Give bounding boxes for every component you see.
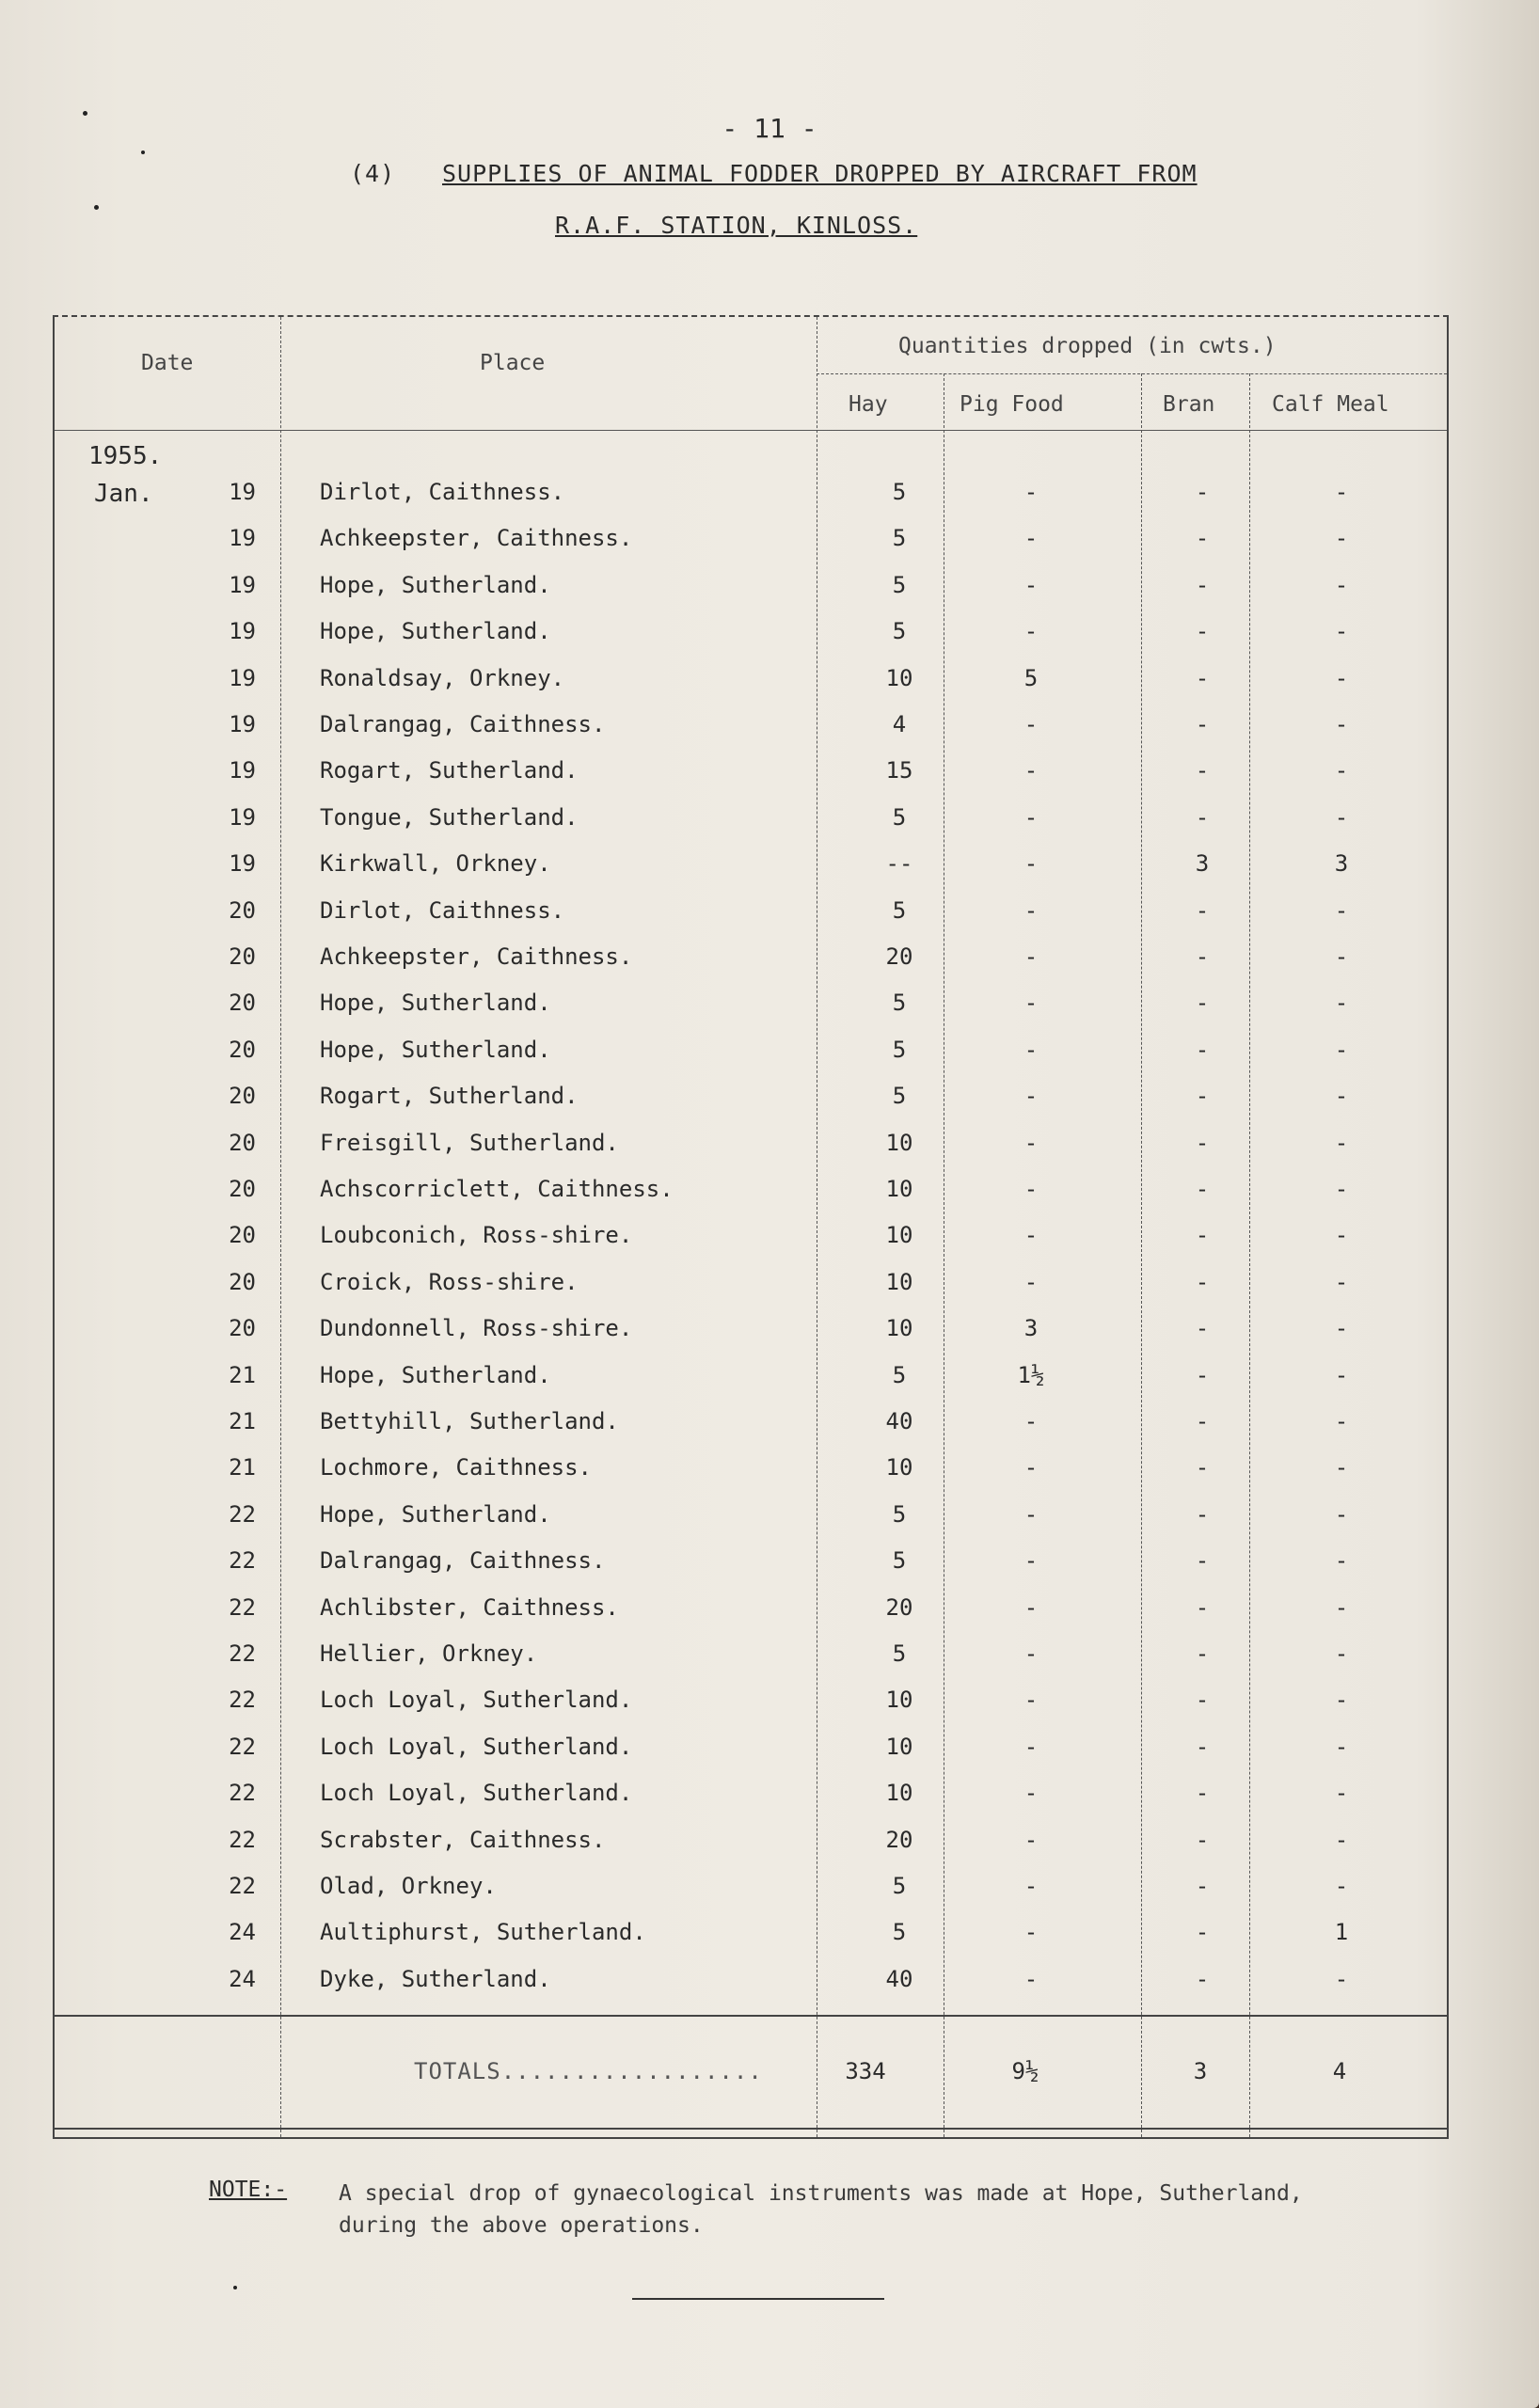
header-place: Place [480, 351, 546, 375]
row-bran: - [1195, 1176, 1210, 1202]
row-day: 19 [229, 618, 256, 645]
row-place: Kirkwall, Orkney. [320, 850, 551, 878]
row-hay: 4 [892, 711, 907, 737]
table-row [53, 519, 1445, 565]
row-day: 24 [229, 1919, 256, 1946]
table-row [53, 1681, 1445, 1727]
page-number: - 11 - [722, 113, 817, 144]
row-hay: 5 [892, 990, 907, 1017]
row-day: 19 [229, 479, 256, 505]
row-place: Loubconich, Ross-shire. [320, 1222, 633, 1249]
row-calf-meal: - [1334, 1454, 1349, 1481]
row-day: 21 [229, 1408, 256, 1434]
header-divider [817, 373, 1447, 374]
row-bran: - [1195, 1919, 1210, 1946]
row-calf-meal: - [1334, 1687, 1349, 1714]
row-place: Hope, Sutherland. [320, 571, 551, 598]
row-place: Rogart, Sutherland. [320, 757, 579, 784]
row-place: Loch Loyal, Sutherland. [320, 1733, 633, 1760]
totals-top-rule [53, 2015, 1449, 2017]
row-calf-meal: - [1334, 479, 1349, 505]
row-bran: - [1195, 479, 1210, 505]
table-row [53, 1821, 1445, 1867]
table-bottom-rule [53, 2128, 1449, 2130]
row-hay: 10 [885, 1176, 913, 1202]
row-bran: - [1195, 525, 1210, 552]
row-bran: - [1195, 1454, 1210, 1481]
row-calf-meal: - [1334, 1780, 1349, 1807]
row-day: 20 [229, 1176, 256, 1202]
row-place: Lochmore, Caithness. [320, 1454, 592, 1481]
row-calf-meal: - [1334, 525, 1349, 552]
row-calf-meal: - [1334, 618, 1349, 645]
row-calf-meal: - [1334, 664, 1349, 691]
row-bran: - [1195, 1687, 1210, 1714]
row-pig-food: - [1023, 479, 1039, 505]
row-hay: 5 [892, 1036, 907, 1063]
table-row [53, 938, 1445, 984]
row-place: Croick, Ross-shire. [320, 1268, 579, 1295]
row-pig-food: - [1023, 896, 1039, 924]
row-calf-meal: - [1334, 1500, 1349, 1528]
table-row [53, 752, 1445, 798]
row-day: 20 [229, 896, 256, 924]
row-place: Achscorriclett, Caithness. [320, 1176, 674, 1202]
header-hay: Hay [849, 392, 888, 417]
row-calf-meal: - [1334, 1826, 1349, 1853]
row-bran: - [1195, 1547, 1210, 1575]
row-day: 20 [229, 1315, 256, 1342]
row-day: 22 [229, 1640, 256, 1667]
header-pig-food: Pig Food [960, 392, 1064, 417]
row-hay: 10 [885, 1454, 913, 1481]
row-bran: - [1195, 1640, 1210, 1667]
total-hay: 334 [845, 2058, 886, 2084]
row-bran: - [1195, 571, 1210, 598]
row-day: 22 [229, 1733, 256, 1760]
row-place: Dundonnell, Ross-shire. [320, 1315, 633, 1342]
table-row [53, 1356, 1445, 1402]
row-day: 19 [229, 711, 256, 737]
row-pig-food: - [1023, 1129, 1039, 1156]
row-calf-meal: - [1334, 803, 1349, 831]
row-hay: 20 [885, 1593, 913, 1621]
row-calf-meal: - [1334, 1593, 1349, 1621]
row-place: Dalrangag, Caithness. [320, 711, 606, 737]
row-bran: - [1195, 803, 1210, 831]
totals-label: TOTALS.................. [414, 2058, 763, 2084]
row-calf-meal: - [1334, 1176, 1349, 1202]
row-hay: 5 [892, 525, 907, 552]
row-day: 19 [229, 850, 256, 878]
row-place: Hope, Sutherland. [320, 1361, 551, 1388]
row-pig-food: - [1023, 1965, 1039, 1992]
table-row [53, 1774, 1445, 1820]
row-day: 20 [229, 943, 256, 970]
row-day: 22 [229, 1873, 256, 1899]
row-hay: 5 [892, 896, 907, 924]
row-bran: - [1195, 1268, 1210, 1295]
row-day: 20 [229, 1268, 256, 1295]
row-day: 20 [229, 990, 256, 1017]
table-row [53, 1216, 1445, 1262]
table-row [53, 1960, 1445, 2006]
table-row [53, 1077, 1445, 1123]
row-day: 20 [229, 1036, 256, 1063]
row-calf-meal: - [1334, 1036, 1349, 1063]
row-pig-food: - [1023, 1222, 1039, 1249]
row-day: 22 [229, 1780, 256, 1807]
row-hay: -- [885, 850, 913, 878]
row-pig-food: - [1023, 990, 1039, 1017]
row-bran: - [1195, 990, 1210, 1017]
row-day: 19 [229, 803, 256, 831]
row-place: Aultiphurst, Sutherland. [320, 1919, 646, 1946]
row-pig-food: - [1023, 1780, 1039, 1807]
row-pig-food: - [1023, 1176, 1039, 1202]
row-bran: - [1195, 1780, 1210, 1807]
section-title-line-2: R.A.F. STATION, KINLOSS. [555, 212, 918, 239]
row-bran: - [1195, 1036, 1210, 1063]
row-place: Hope, Sutherland. [320, 990, 551, 1017]
row-bran: - [1195, 1129, 1210, 1156]
table-row [53, 1913, 1445, 1959]
row-hay: 5 [892, 479, 907, 505]
row-hay: 10 [885, 664, 913, 691]
table-row [53, 984, 1445, 1030]
row-calf-meal: - [1334, 896, 1349, 924]
row-calf-meal: - [1334, 1222, 1349, 1249]
row-place: Hellier, Orkney. [320, 1640, 538, 1667]
table-row [53, 473, 1445, 519]
row-day: 19 [229, 664, 256, 691]
ink-speck [94, 205, 99, 210]
row-calf-meal: 1 [1334, 1919, 1349, 1946]
table-row [53, 1170, 1445, 1216]
row-bran: - [1195, 1826, 1210, 1853]
row-calf-meal: - [1334, 990, 1349, 1017]
row-hay: 10 [885, 1780, 913, 1807]
table-row [53, 659, 1445, 705]
row-hay: 5 [892, 1919, 907, 1946]
table-row [53, 1589, 1445, 1635]
row-day: 21 [229, 1454, 256, 1481]
table-row [53, 1309, 1445, 1355]
row-calf-meal: - [1334, 943, 1349, 970]
row-pig-food: - [1023, 1408, 1039, 1434]
row-day: 22 [229, 1687, 256, 1714]
row-calf-meal: - [1334, 1733, 1349, 1760]
header-date: Date [141, 351, 194, 375]
table-row [53, 1635, 1445, 1681]
row-hay: 15 [885, 757, 913, 784]
row-day: 20 [229, 1129, 256, 1156]
row-hay: 10 [885, 1129, 913, 1156]
row-hay: 10 [885, 1268, 913, 1295]
row-hay: 10 [885, 1315, 913, 1342]
ink-speck [141, 150, 145, 154]
table-row [53, 1263, 1445, 1309]
row-hay: 5 [892, 571, 907, 598]
row-hay: 10 [885, 1687, 913, 1714]
table-row [53, 1542, 1445, 1588]
row-pig-food: - [1023, 1547, 1039, 1575]
header-quantities: Quantities dropped (in cwts.) [898, 334, 1277, 358]
row-hay: 20 [885, 1826, 913, 1853]
row-calf-meal: - [1334, 1640, 1349, 1667]
table-row [53, 612, 1445, 658]
row-hay: 10 [885, 1222, 913, 1249]
row-bran: - [1195, 1593, 1210, 1621]
row-calf-meal: - [1334, 1873, 1349, 1899]
row-day: 22 [229, 1500, 256, 1528]
row-calf-meal: 3 [1334, 850, 1349, 878]
note-text: A special drop of gynaecological instruments was made at Hope, Sutherland, during the above operations. [339, 2181, 1303, 2238]
row-pig-food: 1½ [1017, 1361, 1045, 1388]
total-calf-meal: 4 [1332, 2058, 1347, 2084]
row-place: Ronaldsay, Orkney. [320, 664, 565, 691]
row-pig-food: - [1023, 1733, 1039, 1760]
row-bran: - [1195, 1873, 1210, 1899]
row-place: Bettyhill, Sutherland. [320, 1408, 619, 1434]
row-place: Loch Loyal, Sutherland. [320, 1780, 633, 1807]
row-day: 19 [229, 525, 256, 552]
row-bran: - [1195, 711, 1210, 737]
row-bran: - [1195, 1408, 1210, 1434]
row-bran: - [1195, 943, 1210, 970]
row-pig-food: 5 [1023, 664, 1039, 691]
table-row [53, 845, 1445, 891]
row-day: 19 [229, 757, 256, 784]
row-bran: - [1195, 1965, 1210, 1992]
row-bran: - [1195, 757, 1210, 784]
row-calf-meal: - [1334, 1547, 1349, 1575]
table-row [53, 1728, 1445, 1774]
row-hay: 5 [892, 1547, 907, 1575]
row-pig-food: - [1023, 571, 1039, 598]
row-place: Dyke, Sutherland. [320, 1965, 551, 1992]
row-calf-meal: - [1334, 757, 1349, 784]
row-calf-meal: - [1334, 1315, 1349, 1342]
row-place: Freisgill, Sutherland. [320, 1129, 619, 1156]
row-hay: 10 [885, 1733, 913, 1760]
row-day: 22 [229, 1547, 256, 1575]
table-row [53, 1496, 1445, 1542]
row-place: Dirlot, Caithness. [320, 479, 565, 505]
header-bottom-rule [55, 430, 1447, 431]
row-hay: 5 [892, 1361, 907, 1388]
row-hay: 5 [892, 803, 907, 831]
section-number: (4) [350, 160, 396, 187]
row-place: Hope, Sutherland. [320, 1036, 551, 1063]
ink-speck [233, 2286, 237, 2289]
row-pig-food: - [1023, 1083, 1039, 1110]
row-pig-food: - [1023, 1268, 1039, 1295]
row-hay: 40 [885, 1408, 913, 1434]
row-pig-food: - [1023, 711, 1039, 737]
row-day: 20 [229, 1083, 256, 1110]
row-bran: - [1195, 618, 1210, 645]
row-calf-meal: - [1334, 1361, 1349, 1388]
row-calf-meal: - [1334, 1408, 1349, 1434]
row-hay: 5 [892, 1500, 907, 1528]
row-place: Achlibster, Caithness. [320, 1593, 619, 1621]
row-bran: - [1195, 1315, 1210, 1342]
table-row [53, 566, 1445, 612]
year-label: 1955. [88, 442, 163, 470]
total-bran: 3 [1193, 2058, 1208, 2084]
row-place: Achkeepster, Caithness. [320, 943, 633, 970]
row-pig-food: - [1023, 1640, 1039, 1667]
row-day: 24 [229, 1965, 256, 1992]
row-pig-food: - [1023, 1593, 1039, 1621]
row-place: Loch Loyal, Sutherland. [320, 1687, 633, 1714]
row-place: Rogart, Sutherland. [320, 1083, 579, 1110]
row-pig-food: - [1023, 850, 1039, 878]
row-hay: 5 [892, 618, 907, 645]
row-place: Tongue, Sutherland. [320, 803, 579, 831]
row-pig-food: - [1023, 1873, 1039, 1899]
row-hay: 5 [892, 1083, 907, 1110]
row-pig-food: - [1023, 1826, 1039, 1853]
row-pig-food: - [1023, 803, 1039, 831]
row-calf-meal: - [1334, 1268, 1349, 1295]
row-bran: 3 [1195, 850, 1210, 878]
row-bran: - [1195, 1083, 1210, 1110]
row-calf-meal: - [1334, 1083, 1349, 1110]
row-pig-food: - [1023, 943, 1039, 970]
row-pig-food: - [1023, 1687, 1039, 1714]
row-pig-food: - [1023, 1500, 1039, 1528]
row-day: 22 [229, 1826, 256, 1853]
row-bran: - [1195, 1500, 1210, 1528]
row-hay: 40 [885, 1965, 913, 1992]
row-pig-food: - [1023, 1036, 1039, 1063]
row-bran: - [1195, 896, 1210, 924]
row-pig-food: - [1023, 757, 1039, 784]
row-pig-food: - [1023, 525, 1039, 552]
row-calf-meal: - [1334, 571, 1349, 598]
row-calf-meal: - [1334, 1129, 1349, 1156]
row-bran: - [1195, 664, 1210, 691]
table-row [53, 799, 1445, 845]
row-day: 20 [229, 1222, 256, 1249]
month-label: Jan. [94, 480, 153, 508]
row-pig-food: - [1023, 618, 1039, 645]
row-place: Dalrangag, Caithness. [320, 1547, 606, 1575]
row-hay: 20 [885, 943, 913, 970]
row-bran: - [1195, 1733, 1210, 1760]
row-place: Hope, Sutherland. [320, 1500, 551, 1528]
section-title-line-1: SUPPLIES OF ANIMAL FODDER DROPPED BY AIRCRAFT FROM [442, 160, 1198, 187]
row-place: Dirlot, Caithness. [320, 896, 565, 924]
row-place: Olad, Orkney. [320, 1873, 497, 1899]
row-hay: 5 [892, 1873, 907, 1899]
row-pig-food: - [1023, 1919, 1039, 1946]
row-bran: - [1195, 1222, 1210, 1249]
row-day: 22 [229, 1593, 256, 1621]
row-place: Scrabster, Caithness. [320, 1826, 606, 1853]
row-place: Hope, Sutherland. [320, 618, 551, 645]
table-row [53, 1124, 1445, 1170]
row-pig-food: 3 [1023, 1315, 1039, 1342]
row-bran: - [1195, 1361, 1210, 1388]
row-calf-meal: - [1334, 1965, 1349, 1992]
table-row [53, 1031, 1445, 1077]
row-place: Achkeepster, Caithness. [320, 525, 633, 552]
header-calf-meal: Calf Meal [1272, 392, 1389, 417]
table-row [53, 1449, 1445, 1495]
total-pig-food: 9½ [1011, 2058, 1039, 2084]
header-bran: Bran [1163, 392, 1215, 417]
row-pig-food: - [1023, 1454, 1039, 1481]
end-rule [632, 2298, 884, 2300]
table-row [53, 705, 1445, 752]
row-day: 19 [229, 571, 256, 598]
row-day: 21 [229, 1361, 256, 1388]
row-hay: 5 [892, 1640, 907, 1667]
row-calf-meal: - [1334, 711, 1349, 737]
table-row [53, 1402, 1445, 1449]
table-row [53, 892, 1445, 938]
table-row [53, 1867, 1445, 1913]
note-label: NOTE:- [209, 2178, 288, 2202]
